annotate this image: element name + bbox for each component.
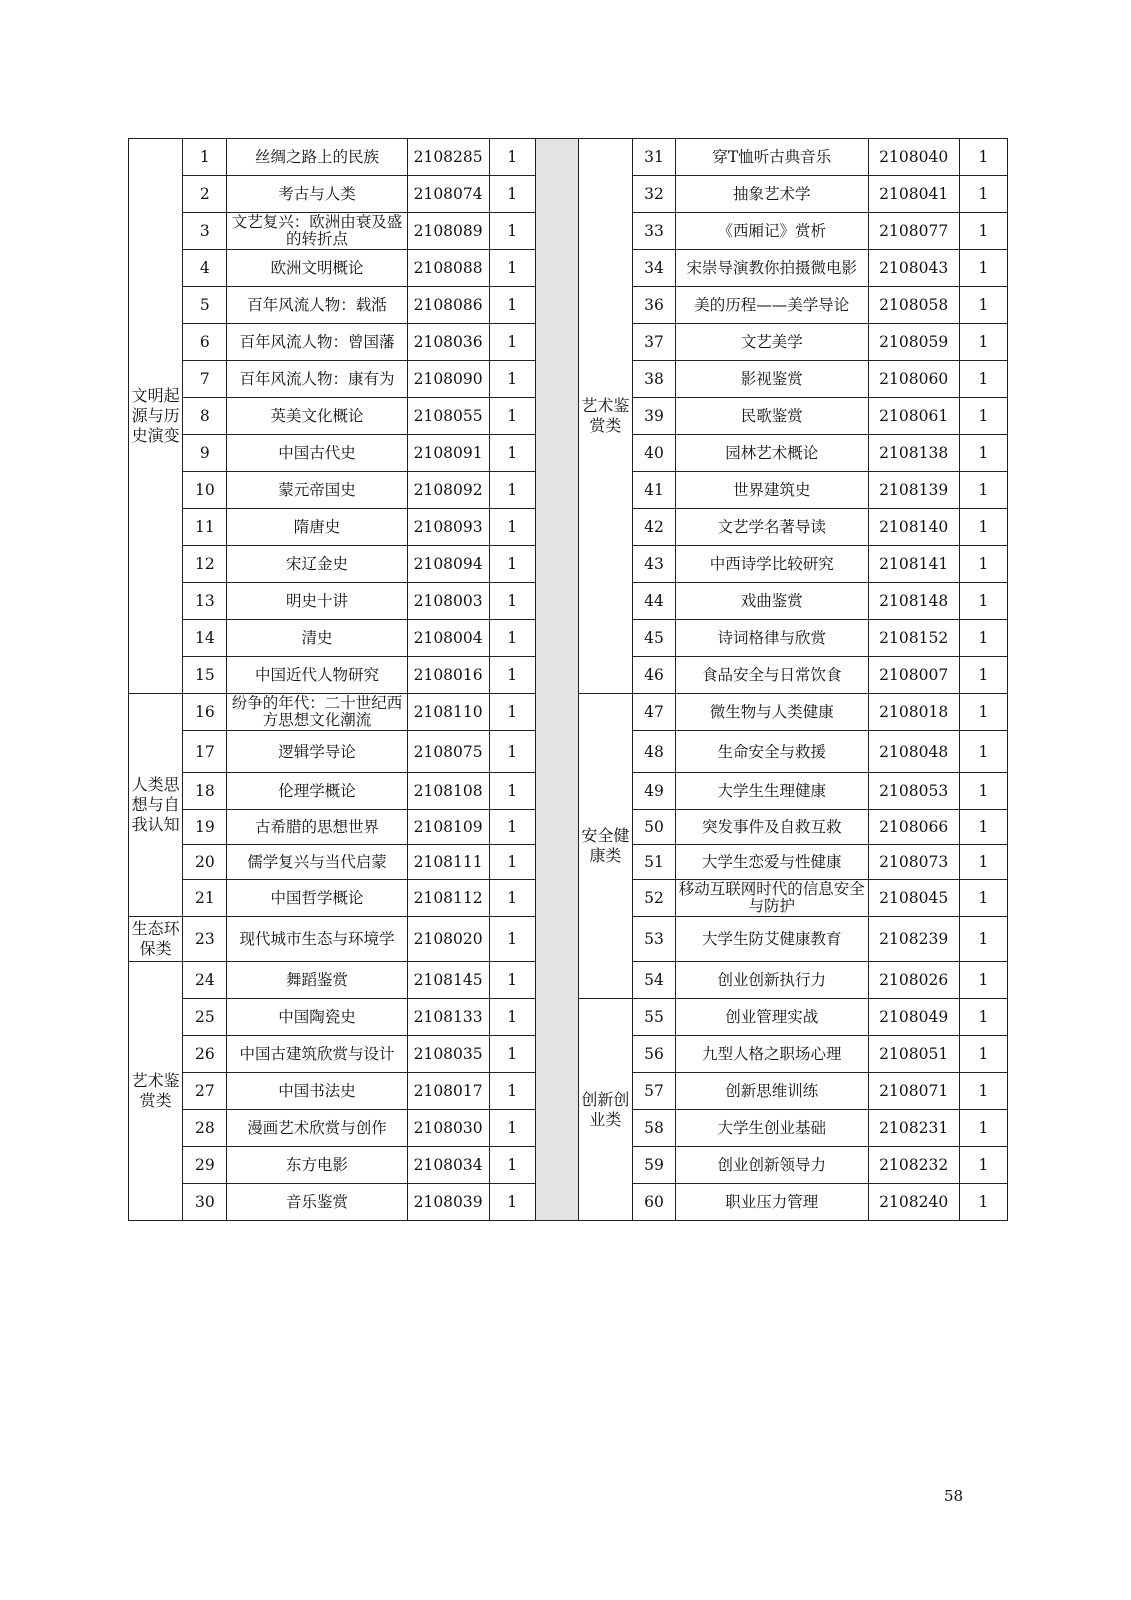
course-name: 中国古建筑欣赏与设计 — [227, 1036, 407, 1073]
course-code: 2108093 — [407, 509, 489, 546]
category-cell: 艺术鉴赏类 — [578, 139, 632, 694]
course-credit: 1 — [489, 1110, 535, 1147]
course-code: 2108239 — [868, 917, 959, 962]
course-name: 英美文化概论 — [227, 398, 407, 435]
course-credit: 1 — [489, 287, 535, 324]
course-name: 穿T恤听古典音乐 — [676, 139, 869, 176]
course-number: 48 — [633, 731, 676, 773]
course-number: 7 — [183, 361, 227, 398]
course-credit: 1 — [959, 583, 1007, 620]
course-name: 民歌鉴赏 — [676, 398, 869, 435]
course-code: 2108018 — [868, 694, 959, 731]
course-name: 突发事件及自救互救 — [676, 810, 869, 845]
course-name: 微生物与人类健康 — [676, 694, 869, 731]
course-code: 2108091 — [407, 435, 489, 472]
course-name: 欧洲文明概论 — [227, 250, 407, 287]
course-name: 九型人格之职场心理 — [676, 1036, 869, 1073]
course-name: 大学生防艾健康教育 — [676, 917, 869, 962]
course-credit: 1 — [959, 435, 1007, 472]
course-number: 55 — [633, 999, 676, 1036]
course-code: 2108071 — [868, 1073, 959, 1110]
course-code: 2108016 — [407, 657, 489, 694]
course-name: 创新思维训练 — [676, 1073, 869, 1110]
course-code: 2108140 — [868, 509, 959, 546]
course-name: 影视鉴赏 — [676, 361, 869, 398]
category-cell: 安全健康类 — [578, 694, 632, 999]
course-credit: 1 — [489, 472, 535, 509]
course-code: 2108055 — [407, 398, 489, 435]
course-credit: 1 — [489, 509, 535, 546]
course-code: 2108231 — [868, 1110, 959, 1147]
course-credit: 1 — [489, 435, 535, 472]
course-number: 13 — [183, 583, 227, 620]
course-name-text: 移动互联网时代的信息安全与防护 — [678, 881, 865, 915]
course-credit: 1 — [489, 324, 535, 361]
course-name: 明史十讲 — [227, 583, 407, 620]
course-code: 2108040 — [868, 139, 959, 176]
course-credit: 1 — [489, 1073, 535, 1110]
course-number: 56 — [633, 1036, 676, 1073]
course-code: 2108017 — [407, 1073, 489, 1110]
course-number: 36 — [633, 287, 676, 324]
course-credit: 1 — [489, 361, 535, 398]
course-number: 5 — [183, 287, 227, 324]
course-number: 46 — [633, 657, 676, 694]
course-credit: 1 — [489, 810, 535, 845]
course-number: 51 — [633, 845, 676, 880]
course-name: 百年风流人物：载湉 — [227, 287, 407, 324]
course-name: 隋唐史 — [227, 509, 407, 546]
course-credit: 1 — [489, 546, 535, 583]
course-credit: 1 — [489, 620, 535, 657]
course-code: 2108039 — [407, 1184, 489, 1221]
course-credit: 1 — [489, 176, 535, 213]
category-cell: 生态环保类 — [129, 917, 183, 962]
course-credit: 1 — [959, 620, 1007, 657]
course-credit: 1 — [489, 773, 535, 810]
course-name: 世界建筑史 — [676, 472, 869, 509]
course-credit: 1 — [959, 361, 1007, 398]
course-credit: 1 — [959, 1073, 1007, 1110]
course-name: 美的历程——美学导论 — [676, 287, 869, 324]
course-code: 2108030 — [407, 1110, 489, 1147]
course-name: 儒学复兴与当代启蒙 — [227, 845, 407, 880]
course-name: 古希腊的思想世界 — [227, 810, 407, 845]
course-number: 54 — [633, 962, 676, 999]
course-number: 49 — [633, 773, 676, 810]
course-credit: 1 — [959, 139, 1007, 176]
course-number: 58 — [633, 1110, 676, 1147]
course-name: 中西诗学比较研究 — [676, 546, 869, 583]
course-code: 2108007 — [868, 657, 959, 694]
course-code: 2108112 — [407, 880, 489, 917]
course-number: 25 — [183, 999, 227, 1036]
course-name: 百年风流人物：曾国藩 — [227, 324, 407, 361]
course-number: 39 — [633, 398, 676, 435]
course-name: 戏曲鉴赏 — [676, 583, 869, 620]
course-credit: 1 — [959, 250, 1007, 287]
course-name: 考古与人类 — [227, 176, 407, 213]
course-number: 33 — [633, 213, 676, 250]
course-credit: 1 — [959, 1184, 1007, 1221]
course-number: 6 — [183, 324, 227, 361]
course-number: 19 — [183, 810, 227, 845]
course-code: 2108145 — [407, 962, 489, 999]
course-credit: 1 — [489, 139, 535, 176]
course-code: 2108034 — [407, 1147, 489, 1184]
course-credit: 1 — [489, 1036, 535, 1073]
course-number: 4 — [183, 250, 227, 287]
course-credit: 1 — [489, 962, 535, 999]
category-cell: 文明起源与历史演变 — [129, 139, 183, 694]
course-credit: 1 — [489, 694, 535, 731]
course-number: 3 — [183, 213, 227, 250]
course-code: 2108004 — [407, 620, 489, 657]
course-name: 清史 — [227, 620, 407, 657]
course-credit: 1 — [489, 999, 535, 1036]
course-number: 9 — [183, 435, 227, 472]
course-number: 18 — [183, 773, 227, 810]
course-number: 45 — [633, 620, 676, 657]
course-number: 57 — [633, 1073, 676, 1110]
course-code: 2108138 — [868, 435, 959, 472]
course-code: 2108139 — [868, 472, 959, 509]
course-number: 40 — [633, 435, 676, 472]
course-number: 32 — [633, 176, 676, 213]
course-number: 34 — [633, 250, 676, 287]
course-credit: 1 — [489, 845, 535, 880]
course-number: 42 — [633, 509, 676, 546]
course-code: 2108045 — [868, 880, 959, 917]
course-name — [227, 213, 407, 250]
course-number: 43 — [633, 546, 676, 583]
course-code: 2108073 — [868, 845, 959, 880]
course-credit: 1 — [959, 472, 1007, 509]
course-name: 蒙元帝国史 — [227, 472, 407, 509]
course-code: 2108077 — [868, 213, 959, 250]
course-name: 创业创新领导力 — [676, 1147, 869, 1184]
course-credit: 1 — [489, 250, 535, 287]
course-number: 10 — [183, 472, 227, 509]
course-credit: 1 — [959, 999, 1007, 1036]
course-code: 2108049 — [868, 999, 959, 1036]
course-credit: 1 — [489, 917, 535, 962]
course-number: 60 — [633, 1184, 676, 1221]
course-code: 2108061 — [868, 398, 959, 435]
course-name: 《西厢记》赏析 — [676, 213, 869, 250]
table-body — [129, 139, 1008, 1221]
course-name: 职业压力管理 — [676, 1184, 869, 1221]
course-code: 2108058 — [868, 287, 959, 324]
course-name: 中国近代人物研究 — [227, 657, 407, 694]
course-code: 2108066 — [868, 810, 959, 845]
course-credit: 1 — [959, 1147, 1007, 1184]
course-number: 50 — [633, 810, 676, 845]
course-code: 2108108 — [407, 773, 489, 810]
course-name: 文艺美学 — [676, 324, 869, 361]
course-code: 2108086 — [407, 287, 489, 324]
course-credit: 1 — [959, 810, 1007, 845]
course-number: 28 — [183, 1110, 227, 1147]
course-code: 2108148 — [868, 583, 959, 620]
course-name: 生命安全与救援 — [676, 731, 869, 773]
course-number: 37 — [633, 324, 676, 361]
course-code: 2108240 — [868, 1184, 959, 1221]
course-code: 2108036 — [407, 324, 489, 361]
course-number: 8 — [183, 398, 227, 435]
course-name: 音乐鉴赏 — [227, 1184, 407, 1221]
course-number: 38 — [633, 361, 676, 398]
course-credit: 1 — [959, 546, 1007, 583]
course-credit: 1 — [489, 731, 535, 773]
course-credit: 1 — [489, 1147, 535, 1184]
course-name — [227, 694, 407, 731]
course-credit: 1 — [959, 694, 1007, 731]
course-code: 2108111 — [407, 845, 489, 880]
course-credit: 1 — [959, 324, 1007, 361]
course-name: 舞蹈鉴赏 — [227, 962, 407, 999]
course-number: 17 — [183, 731, 227, 773]
course-name: 创业管理实战 — [676, 999, 869, 1036]
course-code: 2108048 — [868, 731, 959, 773]
course-code: 2108232 — [868, 1147, 959, 1184]
course-name: 食品安全与日常饮食 — [676, 657, 869, 694]
course-number: 26 — [183, 1036, 227, 1073]
course-credit: 1 — [959, 1110, 1007, 1147]
course-name-text: 文艺复兴：欧洲由衰及盛的转折点 — [231, 214, 403, 248]
course-code: 2108020 — [407, 917, 489, 962]
course-code: 2108094 — [407, 546, 489, 583]
course-name: 诗词格律与欣赏 — [676, 620, 869, 657]
course-number: 47 — [633, 694, 676, 731]
course-credit: 1 — [959, 731, 1007, 773]
course-number: 16 — [183, 694, 227, 731]
course-number: 24 — [183, 962, 227, 999]
course-code: 2108041 — [868, 176, 959, 213]
course-code: 2108092 — [407, 472, 489, 509]
course-name: 宋崇导演教你拍摄微电影 — [676, 250, 869, 287]
course-code: 2108110 — [407, 694, 489, 731]
course-credit: 1 — [959, 213, 1007, 250]
course-number: 23 — [183, 917, 227, 962]
course-name: 丝绸之路上的民族 — [227, 139, 407, 176]
course-credit: 1 — [959, 880, 1007, 917]
separator-column — [535, 139, 578, 1221]
course-code: 2108141 — [868, 546, 959, 583]
course-credit: 1 — [489, 398, 535, 435]
course-code: 2108053 — [868, 773, 959, 810]
course-code: 2108089 — [407, 213, 489, 250]
course-number: 41 — [633, 472, 676, 509]
course-number: 21 — [183, 880, 227, 917]
course-name: 宋辽金史 — [227, 546, 407, 583]
course-number: 1 — [183, 139, 227, 176]
course-number: 30 — [183, 1184, 227, 1221]
course-credit: 1 — [959, 176, 1007, 213]
course-code: 2108088 — [407, 250, 489, 287]
category-cell: 创新创业类 — [578, 999, 632, 1221]
course-code: 2108090 — [407, 361, 489, 398]
course-credit: 1 — [959, 657, 1007, 694]
course-code: 2108035 — [407, 1036, 489, 1073]
course-name: 中国哲学概论 — [227, 880, 407, 917]
course-code: 2108074 — [407, 176, 489, 213]
course-code: 2108133 — [407, 999, 489, 1036]
course-name: 大学生恋爱与性健康 — [676, 845, 869, 880]
course-number: 27 — [183, 1073, 227, 1110]
table-row — [129, 139, 1008, 176]
course-code: 2108043 — [868, 250, 959, 287]
course-number: 59 — [633, 1147, 676, 1184]
course-name: 大学生生理健康 — [676, 773, 869, 810]
course-code: 2108285 — [407, 139, 489, 176]
category-cell: 人类思想与自我认知 — [129, 694, 183, 917]
course-number: 53 — [633, 917, 676, 962]
course-code: 2108003 — [407, 583, 489, 620]
course-credit: 1 — [489, 657, 535, 694]
course-credit: 1 — [959, 509, 1007, 546]
course-number: 20 — [183, 845, 227, 880]
course-name: 现代城市生态与环境学 — [227, 917, 407, 962]
course-credit: 1 — [959, 845, 1007, 880]
course-credit: 1 — [959, 962, 1007, 999]
course-credit: 1 — [959, 398, 1007, 435]
course-credit: 1 — [959, 917, 1007, 962]
course-name: 漫画艺术欣赏与创作 — [227, 1110, 407, 1147]
course-code: 2108109 — [407, 810, 489, 845]
course-name: 伦理学概论 — [227, 773, 407, 810]
page-number: 58 — [944, 1487, 964, 1505]
course-code: 2108075 — [407, 731, 489, 773]
course-credit: 1 — [489, 583, 535, 620]
course-table — [128, 138, 1008, 1221]
course-credit: 1 — [489, 1184, 535, 1221]
course-name: 抽象艺术学 — [676, 176, 869, 213]
course-code: 2108152 — [868, 620, 959, 657]
course-number: 52 — [633, 880, 676, 917]
course-name: 文艺学名著导读 — [676, 509, 869, 546]
course-number: 12 — [183, 546, 227, 583]
course-name: 中国书法史 — [227, 1073, 407, 1110]
course-name — [676, 880, 869, 917]
course-number: 11 — [183, 509, 227, 546]
course-name: 中国古代史 — [227, 435, 407, 472]
course-credit: 1 — [959, 287, 1007, 324]
course-name: 中国陶瓷史 — [227, 999, 407, 1036]
course-name: 东方电影 — [227, 1147, 407, 1184]
course-credit: 1 — [489, 213, 535, 250]
course-name: 逻辑学导论 — [227, 731, 407, 773]
course-name: 创业创新执行力 — [676, 962, 869, 999]
category-cell: 艺术鉴赏类 — [129, 962, 183, 1221]
course-name: 百年风流人物：康有为 — [227, 361, 407, 398]
course-credit: 1 — [959, 1036, 1007, 1073]
course-number: 14 — [183, 620, 227, 657]
course-credit: 1 — [489, 880, 535, 917]
course-code: 2108051 — [868, 1036, 959, 1073]
course-number: 31 — [633, 139, 676, 176]
course-number: 29 — [183, 1147, 227, 1184]
course-name: 大学生创业基础 — [676, 1110, 869, 1147]
course-code: 2108026 — [868, 962, 959, 999]
course-name-text: 纷争的年代：二十世纪西方思想文化潮流 — [231, 695, 403, 729]
course-code: 2108060 — [868, 361, 959, 398]
course-number: 15 — [183, 657, 227, 694]
course-code: 2108059 — [868, 324, 959, 361]
course-number: 2 — [183, 176, 227, 213]
course-name: 园林艺术概论 — [676, 435, 869, 472]
course-credit: 1 — [959, 773, 1007, 810]
course-number: 44 — [633, 583, 676, 620]
